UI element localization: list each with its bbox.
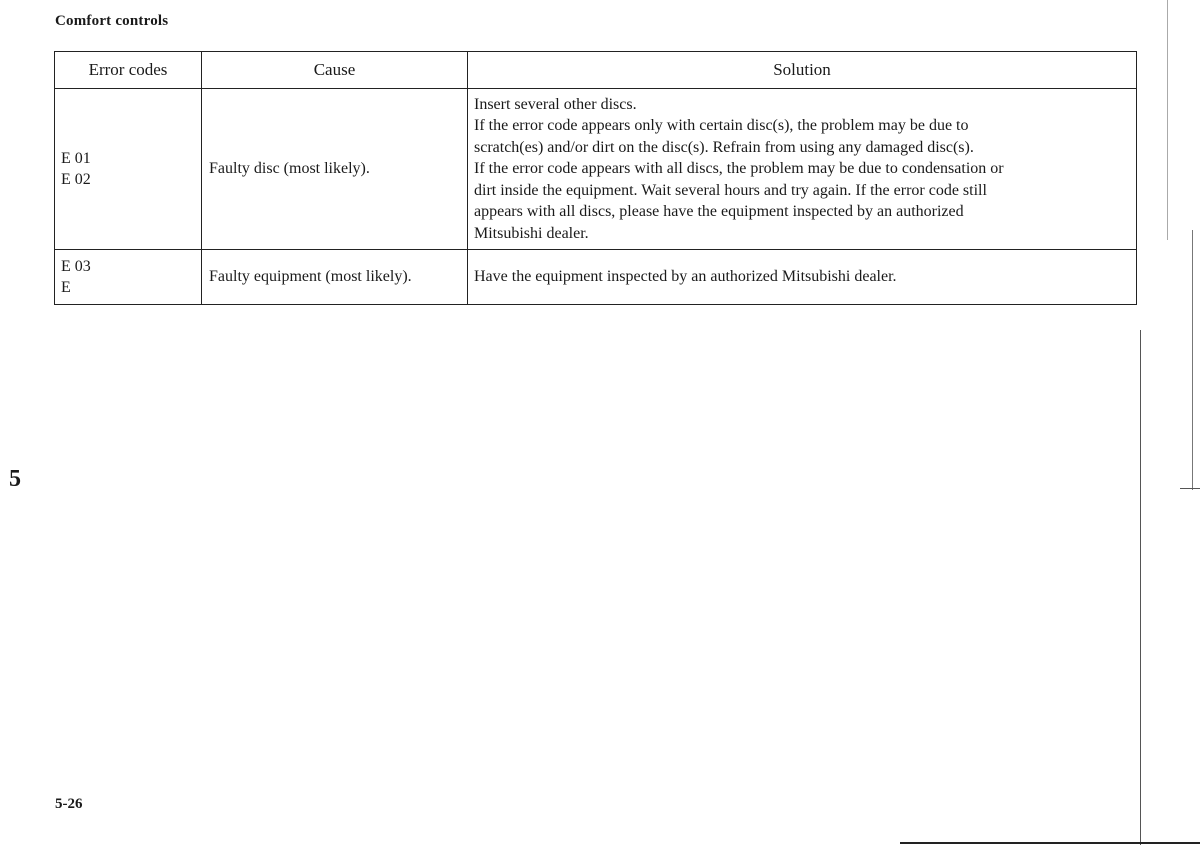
section-title: Comfort controls — [55, 13, 169, 29]
cause-cell: Faulty disc (most likely). — [202, 89, 468, 250]
error-code: E 02 — [61, 171, 91, 188]
error-codes-table — [54, 51, 1137, 305]
table-row — [55, 89, 1137, 250]
header-cause: Cause — [202, 52, 468, 89]
solution-line: Mitsubishi dealer. — [474, 224, 589, 242]
scan-margin-line — [1167, 0, 1168, 240]
header-solution: Solution — [468, 52, 1137, 89]
cause-cell: Faulty equipment (most likely). — [202, 250, 468, 305]
solution-line: dirt inside the equipment. Wait several hours and try again. If the error code still — [474, 181, 987, 199]
scan-bottom-line — [900, 842, 1200, 844]
header-error-codes: Error codes — [55, 52, 202, 89]
error-code: E — [61, 279, 71, 296]
table-row — [55, 250, 1137, 305]
error-code: E 01 — [61, 149, 91, 167]
solution-line: scratch(es) and/or dirt on the disc(s). Refrain from using any damaged disc(s). — [474, 138, 974, 156]
solution-line: If the error code appears only with certain disc(s), the problem may be due to — [474, 117, 969, 135]
table-header-row — [55, 52, 1137, 89]
page-number: 5-26 — [55, 796, 83, 812]
solution-line: If the error code appears with all discs, the problem may be due to condensation or — [474, 160, 1004, 178]
scan-margin-line — [1192, 230, 1193, 490]
chapter-number: 5 — [9, 466, 21, 492]
solution-line: Insert several other discs. — [474, 95, 637, 113]
scan-margin-line — [1140, 330, 1141, 845]
error-code-cell — [55, 250, 202, 305]
error-code-cell — [55, 89, 202, 250]
error-code: E 03 — [61, 257, 91, 275]
scan-margin-mark — [1180, 488, 1200, 489]
solution-line: Have the equipment inspected by an authorized Mitsubishi dealer. — [474, 268, 897, 286]
solution-cell — [468, 250, 1137, 305]
solution-cell — [468, 89, 1137, 250]
solution-line: appears with all discs, please have the equipment inspected by an authorized — [474, 203, 964, 221]
